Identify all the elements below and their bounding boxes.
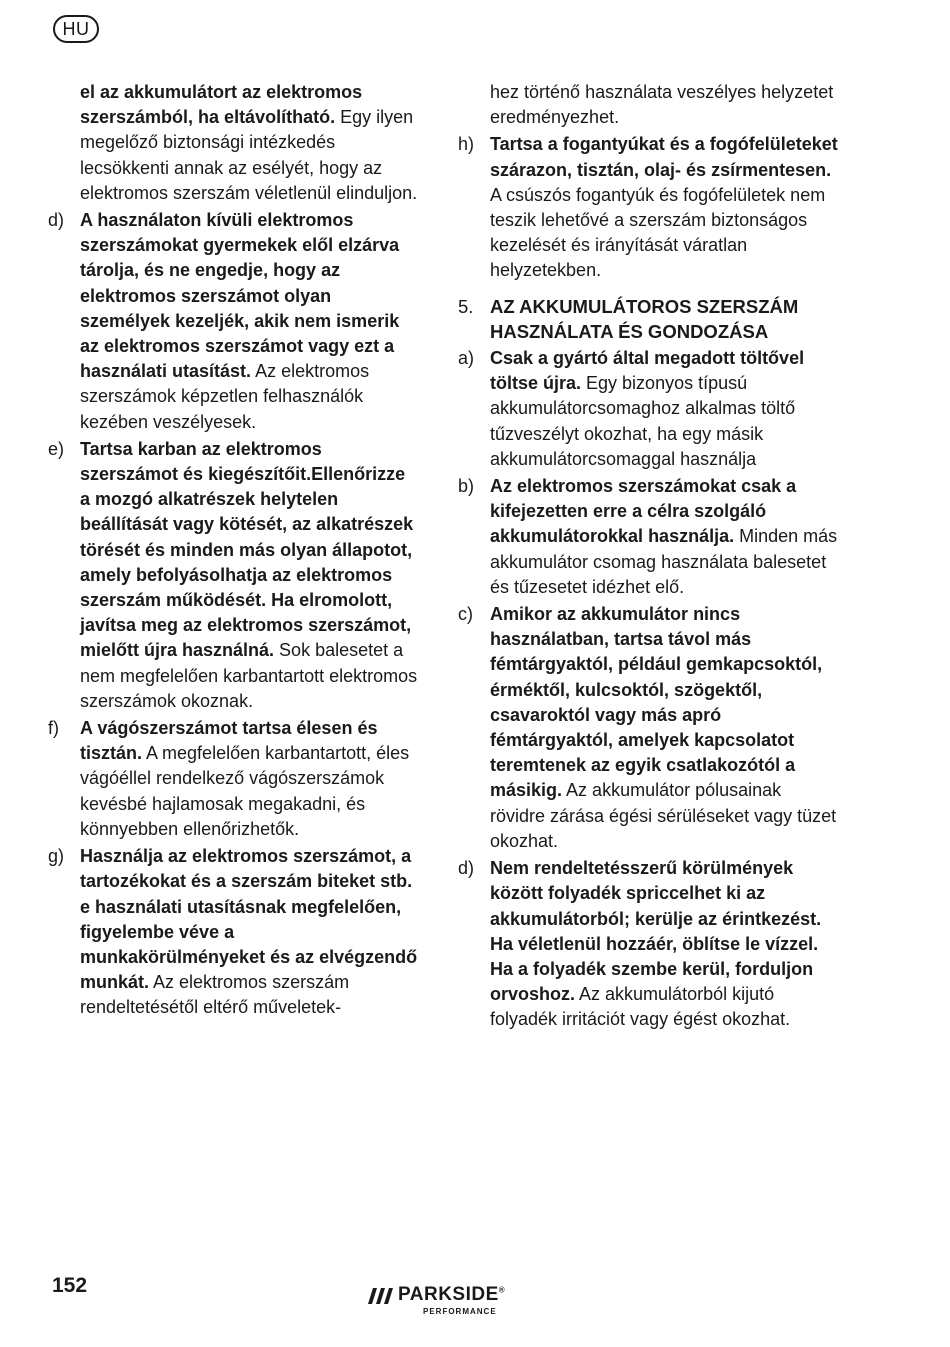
list-item-e: [48, 437, 420, 714]
item-text: Az akkumulátorból kijutó folyadék irritációt vagy égést okozhat.: [490, 984, 791, 1030]
item-bold-text: Amikor az akkumulátor nincs használatban, tartsa távol más fémtárgyaktól, például gemkapcsoktól, érméktől, kulcsoktól, szögektől, csavaroktól vagy más apró fémtárgyaktól, amelyek kapcsolatot teremtenek az egyik csatlakozótól a másikig.: [490, 604, 823, 801]
section-heading: [458, 294, 838, 344]
language-code: HU: [62, 18, 90, 39]
brand-logo: [368, 1284, 528, 1324]
item-marker: d): [458, 858, 475, 879]
language-badge: [53, 15, 99, 43]
list-item-h: [458, 132, 838, 283]
item-text: A megfelelően karbantartott, éles vágóéllel rendelkező vágószerszámok kevésbé hajlamosak megakadni, és könnyebben ellenőrizhetők.: [80, 743, 410, 839]
item-text: Egy bizonyos típusú akkumulátorcsomaghoz alkalmas töltő tűzveszélyt okozhat, ha egy másik akkumulátorcsomaggal használja: [490, 373, 796, 469]
left-column: [48, 80, 420, 1023]
brand-subtitle: PERFORMANCE: [423, 1307, 497, 1316]
item-text: Minden más akkumulátor csomag használata balesetet és tűzesetet idézhet elő.: [490, 526, 838, 597]
list-item-c: [458, 602, 838, 854]
list-item-d: [48, 208, 420, 435]
brand-name: PARKSIDE®: [398, 1284, 506, 1305]
list-item-b: [458, 474, 838, 600]
item-bold-text: Tartsa karban az elektromos szerszámot és kiegészítőit.Ellenőrizze a mozgó alkatrészek helytelen beállítását vagy kötését, az alkatrészek törését és minden más olyan állapotot, amely befolyásolhatja az elektromos szerszám működését. Ha elromolott, javítsa meg az elektromos szerszámot, mielőtt újra használná.: [80, 438, 414, 661]
list-item-g: [48, 844, 420, 1020]
right-column: [458, 80, 838, 1035]
parkside-slash-icon: [368, 1288, 394, 1304]
item-text: Az elektromos szerszám rendeltetésétől eltérő műveletek-: [80, 972, 350, 1018]
continuation-paragraph: hez történő használata veszélyes helyzetet eredményezhet.: [490, 82, 834, 128]
item-marker: f): [48, 718, 59, 739]
item-bold-text: Csak a gyártó által megadott töltővel töltse újra.: [490, 348, 805, 394]
item-bold-text: Nem rendeltetésszerű körülmények között folyadék spriccelhet ki az akkumulátorból; kerülje az érintkezést. Ha véletlenül hozzáér, öblítse le vízzel. Ha a folyadék szembe kerül, forduljon orvoshoz.: [490, 858, 822, 1005]
item-marker: a): [458, 348, 475, 369]
item-bold-text: A használaton kívüli elektromos szerszámokat gyermekek elől elzárva tárolja, és ne engedje, hogy az elektromos szerszámot olyan személyek kezeljék, akik nem ismerik az elektromos szerszámot vagy ezt a használati utasítást.: [80, 210, 400, 382]
item-marker: h): [458, 134, 475, 155]
item-text: Sok balesetet a nem megfelelően karbantartott elektromos szerszámok okoznak.: [80, 640, 418, 711]
item-bold-text: A vágószerszámot tartsa élesen és tisztán.: [80, 718, 378, 764]
item-text: A csúszós fogantyúk és fogófelületek nem teszik lehetővé a szerszám biztonságos kezelését és irányítását váratlan helyzetekben.: [490, 184, 826, 281]
item-bold-text: Tartsa a fogantyúkat és a fogófelületeket szárazon, tisztán, olaj- és zsírmentesen.: [490, 134, 838, 180]
list-item-f: [48, 716, 420, 842]
list-item-d-right: [458, 856, 838, 1032]
list-item-a: [458, 346, 838, 472]
section-number: 5.: [458, 295, 474, 317]
item-marker: g): [48, 846, 65, 867]
item-bold-text: Használja az elektromos szerszámot, a tartozékokat és a szerszám biteket stb. e használati utasításnak megfelelően, figyelembe véve a munkakörülményeket és az elvégzendő munkát.: [80, 846, 418, 993]
item-bold-text: Az elektromos szerszámokat csak a kifejezetten erre a célra szolgáló akkumulátorokkal használja.: [490, 476, 797, 547]
item-marker: e): [48, 438, 65, 459]
item-text: Az akkumulátor pólusainak rövidre zárása égési sérüléseket vagy tüzet okozhat.: [490, 780, 837, 851]
item-text: Az elektromos szerszámok képzetlen felhasználók kezében veszélyesek.: [80, 361, 370, 432]
intro-bold-text: el az akkumulátort az elektromos szerszámból, ha eltávolítható.: [80, 82, 363, 128]
item-marker: c): [458, 604, 473, 625]
item-marker: b): [458, 476, 475, 497]
section-title: AZ AKKUMULÁTOROS SZERSZÁM HASZNÁLATA ÉS GONDOZÁSA: [490, 295, 799, 342]
intro-text: Egy ilyen megelőző biztonsági intézkedés lecsökkenti annak az esélyét, hogy az elektromos szerszám véletlenül elinduljon.: [80, 107, 418, 203]
page-number: 152: [52, 1274, 88, 1297]
intro-paragraph: [48, 80, 420, 206]
item-marker: d): [48, 210, 65, 231]
